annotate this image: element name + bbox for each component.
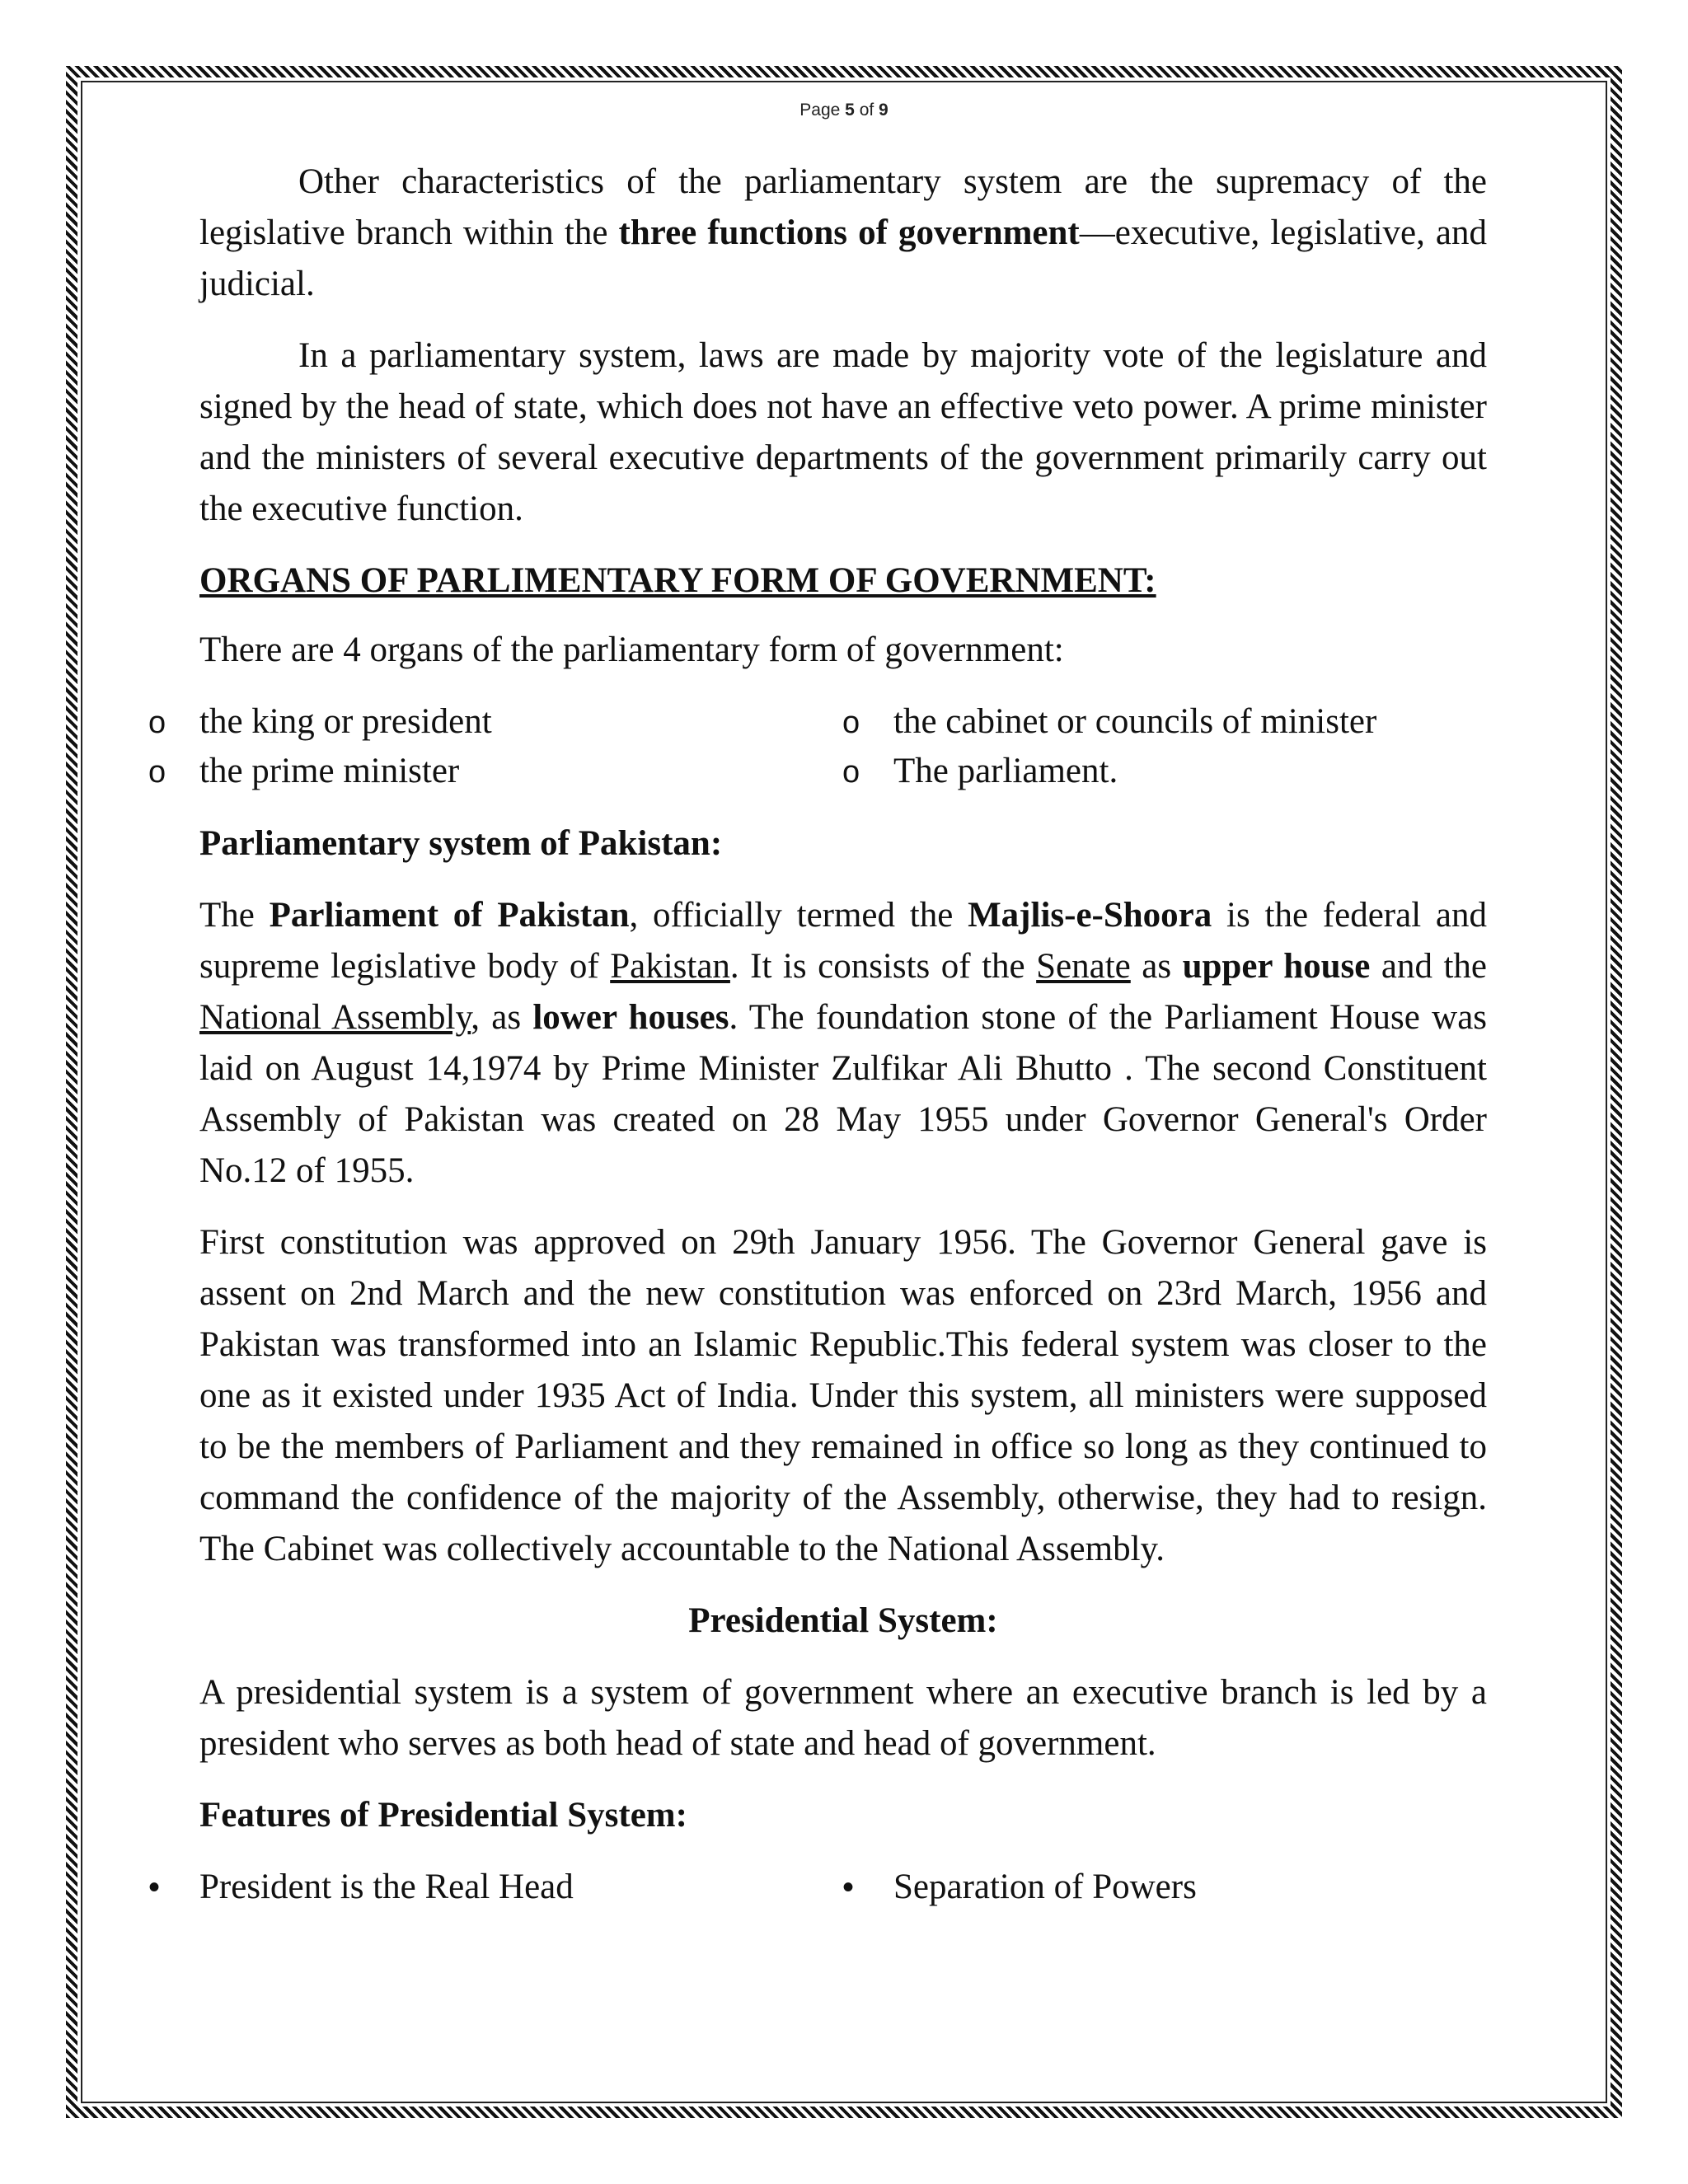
bullet-icon: • bbox=[842, 1869, 855, 1905]
heading-presidential-system: Presidential System: bbox=[688, 1601, 998, 1640]
national-assembly-link[interactable]: National Assembly bbox=[199, 998, 471, 1037]
circle-bullet-icon: o bbox=[842, 755, 860, 790]
features-list-column-left bbox=[148, 1862, 574, 1911]
paragraph-organs-intro: There are 4 organs of the parliamentary form of government: bbox=[199, 630, 1064, 669]
features-list-column-right bbox=[842, 1862, 1197, 1911]
list-item: o the prime minister bbox=[148, 746, 492, 795]
organs-list-column-left bbox=[148, 696, 492, 795]
circle-bullet-icon: o bbox=[148, 755, 166, 790]
paragraph-parliamentary-laws: In a parliamentary system, laws are made by majority vote of the legislature and signed by the head of state, which does not have an effective veto power. A prime minister and the ministers of several executive departments of the government primarily carry out the executive function. bbox=[199, 336, 1487, 528]
document-body bbox=[148, 157, 1488, 1931]
organs-list bbox=[148, 696, 1487, 802]
paragraph-parliamentary-characteristics: Other characteristics of the parliamentary system are the supremacy of the legislative branch within the three functions of government—executive, legislative, and judicial. bbox=[199, 162, 1488, 303]
organs-list-column-right bbox=[842, 696, 1376, 795]
circle-bullet-icon: o bbox=[148, 705, 166, 740]
senate-link[interactable]: Senate bbox=[1036, 947, 1131, 986]
circle-bullet-icon: o bbox=[842, 705, 860, 740]
list-item: • President is the Real Head bbox=[148, 1862, 574, 1911]
page-number: Page 5 of 9 bbox=[799, 101, 889, 120]
heading-parliament-pakistan: Parliamentary system of Pakistan: bbox=[199, 824, 723, 863]
paragraph-presidential-definition: A presidential system is a system of government where an executive branch is led by a president who serves as both head of state and head of government. bbox=[199, 1673, 1487, 1763]
heading-organs: ORGANS OF PARLIMENTARY FORM OF GOVERNMENT: bbox=[199, 561, 1156, 600]
paragraph-first-constitution: First constitution was approved on 29th January 1956. The Governor General gave is assent on 2nd March and the new constitution was enforced on 23rd March, 1956 and Pakistan was transformed into an Islamic Republic.This federal system was closer to the one as it existed under 1935 Act of India. Under this system, all ministers were supposed to be the members of Parliament and they remained in office so long as they continued to command the confidence of the majority of the Assembly, otherwise, they had to resign. The Cabinet was collectively accountable to the National Assembly. bbox=[199, 1223, 1487, 1568]
bullet-icon: • bbox=[148, 1869, 161, 1905]
list-item: o the king or president bbox=[148, 696, 492, 746]
paragraph-parliament-pakistan: The Parliament of Pakistan, officially termed the Majlis-e-Shoora is the federal and supreme legislative body of Pakistan. It is consists of the Senate as upper house and the National Assembly, as lower houses. The foundation stone of the Parliament House was laid on August 14,1974 by Prime Minister Zulfikar Ali Bhutto . The second Constituent Assembly of Pakistan was created on 28 May 1955 under Governor General's Order No.12 of 1955. bbox=[199, 896, 1488, 1190]
features-list bbox=[148, 1862, 1487, 1915]
heading-presidential-features: Features of Presidential System: bbox=[199, 1796, 687, 1835]
pakistan-link[interactable]: Pakistan bbox=[610, 947, 730, 986]
list-item: o The parliament. bbox=[842, 746, 1376, 795]
list-item: o the cabinet or councils of minister bbox=[842, 696, 1376, 746]
list-item: • Separation of Powers bbox=[842, 1862, 1197, 1911]
